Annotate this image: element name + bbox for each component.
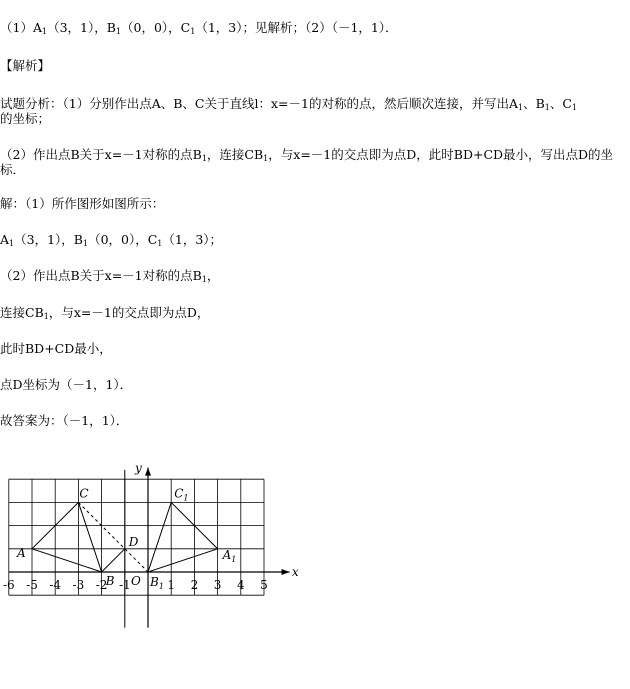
solution-text: ，与x=－1的交点即为点D， — [48, 305, 210, 320]
subscript: 1 — [263, 154, 269, 163]
analysis-line-4: 标． — [0, 162, 26, 177]
solution-coords — [0, 232, 222, 252]
coord-text: （0，0），C — [88, 232, 158, 247]
segment-bd — [102, 549, 125, 572]
y-axis-arrow — [145, 468, 151, 476]
x-tick-label: -3 — [72, 578, 85, 592]
subscript: 1 — [517, 103, 524, 112]
point-label-a: A — [17, 545, 26, 560]
x-tick-label: 5 — [260, 578, 268, 592]
coordinate-figure — [0, 440, 300, 645]
answer-part-4: （1，3）；见解析；（2）（－1，1）． — [195, 20, 398, 35]
triangle-a1b1c1 — [148, 502, 218, 572]
analysis-line-1 — [0, 96, 577, 116]
point-label-d: D — [128, 534, 139, 549]
point-label-c: C — [79, 486, 89, 501]
analysis-text: 、B — [523, 96, 545, 111]
analysis-line-3 — [0, 147, 613, 167]
solution-text: ， — [206, 268, 220, 283]
x-tick-label: -2 — [95, 578, 108, 592]
x-axis-label: x — [291, 565, 299, 579]
analysis-text: （2）作出点B关于x=－1对称的点B — [0, 147, 202, 162]
subscript: 1 — [115, 27, 122, 36]
axes — [9, 468, 290, 628]
analysis-text: 试题分析：（1）分别作出点A、B、C关于直线l：x=－1的对称的点，然后顺次连接，并写出A — [0, 96, 518, 111]
subscript: 1 — [544, 103, 550, 112]
solution-final: 故答案为：（－1，1）． — [0, 413, 129, 428]
subscript: 1 — [82, 239, 89, 248]
answer-part-1: （1）A — [0, 20, 42, 35]
x-tick-label: -6 — [2, 578, 15, 592]
solution-d-coord: 点D坐标为（－1，1）． — [0, 377, 133, 392]
x-tick-label: -4 — [49, 578, 62, 592]
analysis-text: ，与x=－1的交点即为点D，此时BD+CD最小，写出点D的坐 — [268, 147, 614, 162]
subscript: 1 — [158, 582, 164, 591]
subscript: 1 — [43, 312, 49, 321]
origin-label: O — [131, 574, 141, 588]
y-axis-label: y — [135, 461, 142, 476]
point-label-b: B — [105, 574, 115, 588]
analysis-text: 、C — [549, 96, 572, 111]
answer-part-3: （0，0），C — [121, 20, 191, 35]
subscript: 1 — [201, 154, 207, 163]
solution-minimal: 此时BD+CD最小， — [0, 341, 112, 356]
x-tick-label: -1 — [118, 578, 131, 592]
analysis-header: 【解析】 — [0, 58, 51, 73]
x-tick-label: 3 — [213, 578, 222, 592]
analysis-text: ，连接CB — [206, 147, 264, 162]
coord-text: （3，1），B — [14, 232, 83, 247]
triangle-abc — [32, 502, 102, 572]
subscript: 1 — [201, 275, 207, 284]
subscript: 1 — [157, 239, 163, 248]
x-tick-label: -5 — [26, 578, 38, 592]
x-tick-label: 2 — [190, 578, 199, 592]
x-tick-label: 1 — [167, 578, 176, 592]
subscript: 1 — [9, 239, 15, 248]
answer-part-2: （3，1），B — [47, 20, 116, 35]
coord-text: （1，3）； — [162, 232, 223, 247]
point-label-a1: $A_1$ — [222, 547, 237, 564]
analysis-line-2: 的坐标； — [0, 111, 51, 126]
subscript: 1 — [190, 27, 196, 36]
coord-text: A — [0, 232, 10, 247]
solution-text: （2）作出点B关于x=－1对称的点B — [0, 268, 202, 283]
subscript: 1 — [183, 493, 189, 503]
subscript: 1 — [571, 103, 578, 112]
x-axis-arrow — [282, 569, 290, 575]
solution-intro: 解：（1）所作图形如图所示： — [0, 196, 165, 211]
point-label-b1: $B_1$ — [150, 575, 164, 591]
subscript: 1 — [231, 554, 237, 564]
solution-connect — [0, 305, 209, 325]
solution-text: 连接CB — [0, 305, 44, 320]
subscript: 1 — [41, 27, 48, 36]
x-tick-label: 4 — [236, 578, 245, 592]
answer-line — [0, 20, 398, 40]
point-label-c1: $C_1$ — [174, 486, 189, 503]
solution-part2 — [0, 268, 219, 288]
